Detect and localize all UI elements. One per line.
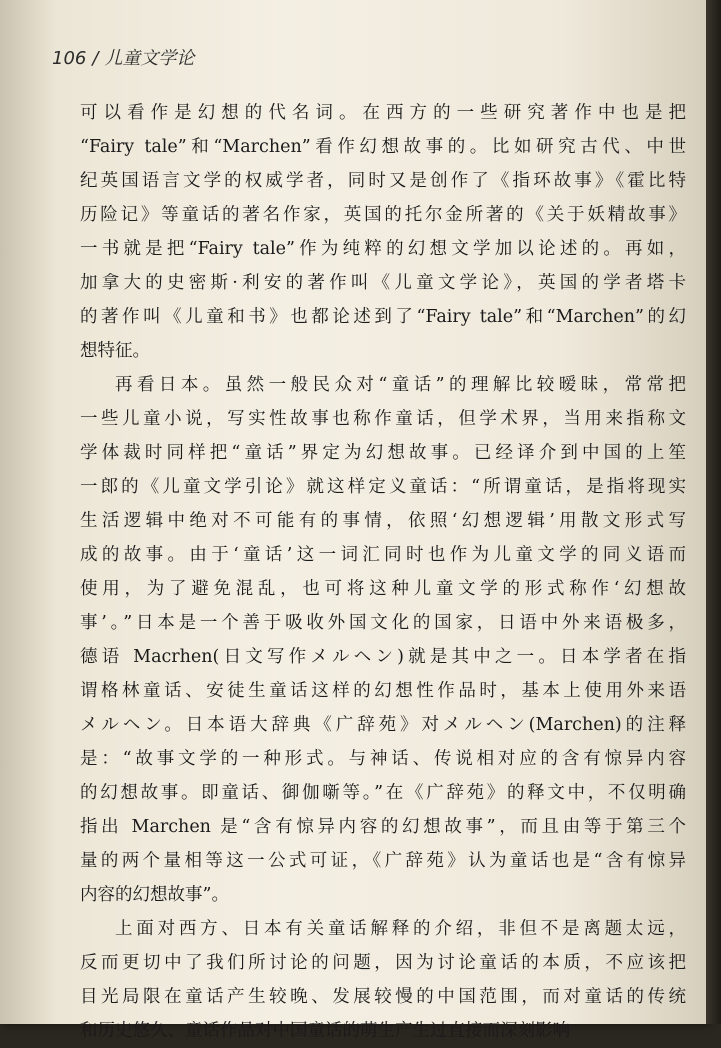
text-line: 指出 Marchen 是“含有惊异内容的幻想故事”，而且由等于第三个	[80, 817, 686, 837]
text-line: 目光局限在童话产生较晚、发展较慢的中国范围，而对童话的传统	[80, 987, 686, 1007]
text-line: 谓格林童话、安徒生童话这样的幻想性作品时，基本上使用外来语	[80, 681, 686, 701]
text-line: 的幻想故事。即童话、御伽噺等。”在《广辞苑》的释文中，不仅明确	[80, 783, 686, 803]
text-line: 上面对西方、日本有关童话解释的介绍，非但不是离题太远，	[115, 919, 686, 939]
paragraph	[80, 912, 686, 1048]
paragraph	[80, 96, 686, 368]
page-number: 106	[52, 48, 87, 69]
text-line: 加拿大的史密斯·利安的著作叫《儿童文学论》，英国的学者塔卡	[80, 273, 686, 293]
text-line: 反而更切中了我们所讨论的问题，因为讨论童话的本质，不应该把	[80, 953, 686, 973]
text-line: 纪英国语言文学的权威学者，同时又是创作了《指环故事》《霍比特	[80, 171, 686, 191]
text-line: 一郎的《儿童文学引论》就这样定义童话：“所谓童话，是指将现实	[80, 477, 686, 497]
text-line: 可以看作是幻想的代名词。在西方的一些研究著作中也是把	[80, 103, 686, 123]
text-line: 是：“故事文学的一种形式。与神话、传说相对应的含有惊异内容	[80, 749, 686, 769]
text-line: 内容的幻想故事”。	[80, 885, 229, 905]
text-line: 德语 Macrhen(日文写作メルヘン)就是其中之一。日本学者在指	[80, 647, 686, 667]
body-text	[80, 96, 686, 1048]
text-line: 和历史悠久、童话作品对中国童话的萌生产生过直接而深刻影响	[80, 1021, 570, 1041]
text-line: 生活逻辑中绝对不可能有的事情，依照‘幻想逻辑’用散文形式写	[80, 511, 686, 531]
text-line: 学体裁时同样把“童话”界定为幻想故事。已经译介到中国的上笙	[80, 443, 686, 463]
text-line: 再看日本。虽然一般民众对“童话”的理解比较暧昧，常常把	[115, 375, 686, 395]
text-line: 量的两个量相等这一公式可证，《广辞苑》认为童话也是“含有惊异	[80, 851, 686, 871]
text-line: 成的故事。由于‘童话’这一词汇同时也作为儿童文学的同义语而	[80, 545, 686, 565]
text-line: 一些儿童小说，写实性故事也称作童话，但学术界，当用来指称文	[80, 409, 686, 429]
book-title: 儿童文学论	[104, 48, 195, 69]
running-header	[52, 44, 194, 70]
text-line: 的著作叫《儿童和书》也都论述到了“Fairy tale”和“Marchen”的幻	[80, 307, 686, 327]
text-line: 使用，为了避免混乱，也可将这种儿童文学的形式称作‘幻想故	[80, 579, 686, 599]
text-line: “Fairy tale”和“Marchen”看作幻想故事的。比如研究古代、中世	[80, 137, 686, 157]
text-line: 历险记》等童话的著名作家，英国的托尔金所著的《关于妖精故事》	[80, 205, 686, 225]
text-line: メルヘン。日本语大辞典《广辞苑》对メルヘン(Marchen)的注释	[80, 715, 686, 735]
text-line: 想特征。	[80, 341, 150, 361]
text-line: 一书就是把“Fairy tale”作为纯粹的幻想文学加以论述的。再如，	[80, 239, 686, 259]
paragraph	[80, 368, 686, 912]
page-edge-shadow	[706, 0, 721, 1024]
header-separator: /	[92, 48, 99, 69]
text-line: 事’。”日本是一个善于吸收外国文化的国家，日语中外来语极多，	[80, 613, 686, 633]
